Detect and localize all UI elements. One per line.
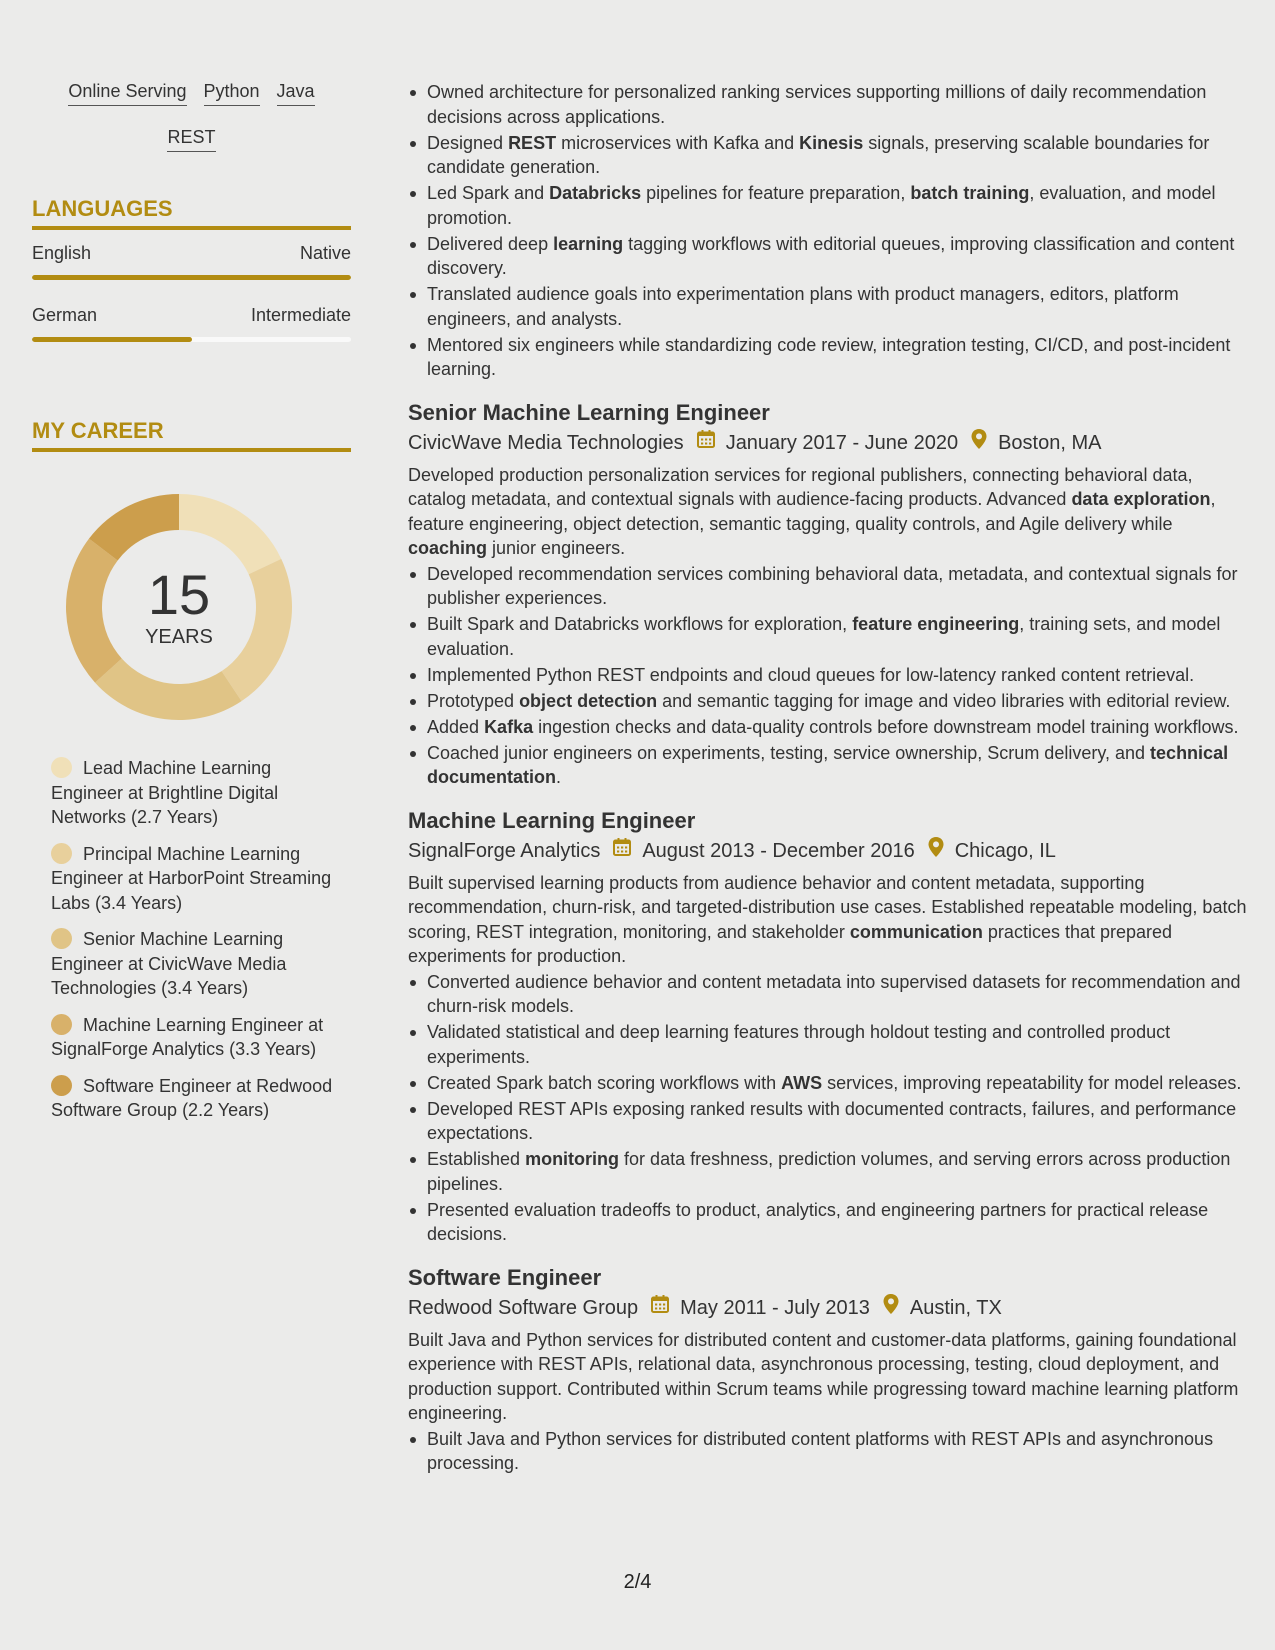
map-pin-icon [882, 1293, 900, 1324]
bullet-item [408, 333, 1253, 382]
text-segment: Designed [427, 132, 509, 153]
career-legend-item [51, 1013, 341, 1062]
text-segment: Developed REST APIs exposing ranked results with documented contracts, failures, and performance expectations. [427, 1098, 1237, 1143]
text-segment: and semantic tagging for image and video libraries with editorial review. [657, 690, 1231, 711]
legend-text: Principal Machine Learning Engineer at HarborPoint Streaming Labs (3.4 Years) [51, 843, 332, 913]
language-level: Intermediate [250, 305, 351, 325]
text-segment: , training sets, and model evaluation. [427, 614, 1221, 659]
job-dates: August 2013 - December 2016 [642, 840, 915, 862]
bold-text: technical documentation [427, 742, 1229, 787]
bullet-item [408, 689, 1253, 714]
skill-tag: REST [167, 126, 215, 152]
language-bar-fill [32, 337, 192, 342]
job-location: Boston, MA [998, 432, 1102, 454]
calendar-icon [612, 836, 632, 866]
career-legend-item [51, 1074, 341, 1123]
bullet-item [408, 970, 1253, 1019]
experience-list [408, 398, 1253, 1476]
main-content [408, 80, 1253, 1477]
text-segment: tagging workflows with editorial queues, improving classification and content discovery. [427, 233, 1235, 278]
bullet-item [408, 1147, 1253, 1196]
text-segment: pipelines for feature preparation, [641, 183, 911, 203]
donut-center [66, 494, 292, 720]
text-segment: junior engineers. [487, 538, 626, 558]
text-segment: microservices with Kafka and [556, 132, 800, 153]
bold-text: coaching [408, 538, 488, 558]
text-segment: Created Spark batch scoring workflows with [427, 1072, 782, 1093]
legend-dot [51, 1014, 72, 1035]
bold-text: data exploration [1071, 489, 1211, 509]
job-summary [408, 871, 1253, 969]
company-name: Redwood Software Group [408, 1297, 639, 1319]
language-bar [32, 337, 351, 342]
text-segment: services, improving repeatability for model releases. [822, 1072, 1242, 1093]
language-bar [32, 275, 351, 280]
text-segment: Mentored six engineers while standardizing code review, integration testing, CI/CD, and post-incident learning. [427, 334, 1231, 379]
languages-title: LANGUAGES [32, 196, 351, 230]
text-segment: Developed recommendation services combining behavioral data, metadata, and contextual signals for publisher experiences. [427, 563, 1238, 608]
bullet-item [408, 181, 1253, 230]
calendar-icon [650, 1293, 670, 1323]
bold-text: batch training [910, 183, 1030, 203]
job-summary [408, 1328, 1253, 1426]
text-segment: , evaluation, and model promotion. [427, 183, 1216, 228]
bold-text: monitoring [525, 1149, 620, 1169]
text-segment: Built Spark and Databricks workflows for exploration, [427, 614, 853, 634]
career-legend-item [51, 842, 341, 916]
bullet-item [408, 715, 1253, 740]
map-pin-icon [927, 836, 945, 867]
job-title: Senior Machine Learning Engineer [408, 399, 770, 425]
bullet-item [408, 232, 1253, 281]
total-years-label: YEARS [145, 626, 213, 648]
company-name: CivicWave Media Technologies [408, 432, 684, 454]
bold-text: REST [508, 132, 557, 153]
skills-list [32, 80, 351, 152]
job-meta [408, 836, 1253, 867]
career-legend-item [51, 927, 341, 1001]
language-name: English [32, 243, 92, 263]
job-meta [408, 428, 1253, 459]
text-segment: . [556, 767, 562, 787]
text-segment: Established [427, 1149, 526, 1169]
job-meta [408, 1293, 1253, 1324]
language-level: Native [299, 243, 351, 263]
job-title: Machine Learning Engineer [408, 807, 696, 833]
bullet-item [408, 663, 1253, 688]
job-entry [408, 398, 1253, 790]
job-bullet-list [408, 562, 1253, 790]
text-segment: Translated audience goals into experimentation plans with product managers, editors, platform engineers, and analysts. [427, 284, 1179, 329]
job-title: Software Engineer [408, 1264, 602, 1290]
bullet-item [408, 1097, 1253, 1146]
intro-bullet-list [408, 80, 1253, 382]
bullet-item [408, 80, 1253, 129]
job-summary [408, 463, 1253, 561]
text-segment: Built supervised learning products from audience behavior and content metadata, supporting recommendation, churn-risk, and targeted-distribution use cases. Established repeatable modeling, batch scoring, REST integration, monitoring, and stakeholder [408, 872, 1247, 942]
text-segment: signals, preserving scalable boundaries for candidate generation. [427, 132, 1210, 177]
skill-tag: Python [204, 80, 260, 106]
career-legend [32, 756, 351, 1123]
bullet-item [408, 1427, 1253, 1476]
text-segment: Presented evaluation tradeoffs to product, analytics, and engineering partners for practical release decisions. [427, 1199, 1209, 1244]
text-segment: Added [427, 716, 485, 737]
total-years-value: 15 [147, 563, 211, 626]
text-segment: Implemented Python REST endpoints and cloud queues for low-latency ranked content retrieval. [427, 664, 1195, 685]
legend-dot [51, 1075, 72, 1096]
career-title: MY CAREER [32, 418, 351, 452]
legend-text: Senior Machine Learning Engineer at CivicWave Media Technologies (3.4 Years) [51, 929, 287, 998]
text-segment: Converted audience behavior and content metadata into supervised datasets for recommendation and churn-risk models. [427, 971, 1241, 1016]
text-segment: Built Java and Python services for distributed content platforms with REST APIs and asynchronous processing. [427, 1428, 1214, 1473]
skill-tag: Online Serving [68, 80, 186, 106]
text-segment: Led Spark and [427, 183, 550, 203]
text-segment: Coached junior engineers on experiments, testing, service ownership, Scrum delivery, and [427, 742, 1151, 763]
text-segment: for data freshness, prediction volumes, and serving errors across production pipelines. [427, 1149, 1231, 1194]
bold-text: communication [849, 921, 983, 942]
bold-text: Kinesis [799, 132, 864, 153]
language-bar-fill [32, 275, 351, 280]
job-bullet-list [408, 970, 1253, 1247]
map-pin-icon [970, 428, 988, 459]
text-segment: practices that prepared experiments for production. [408, 921, 1173, 966]
languages-section [32, 196, 351, 342]
job-dates: January 2017 - June 2020 [725, 432, 959, 454]
career-legend-item [51, 756, 341, 830]
bullet-item [408, 131, 1253, 180]
bullet-item [408, 741, 1253, 790]
calendar-icon [696, 428, 716, 458]
bullet-item [408, 1020, 1253, 1069]
legend-text: Lead Machine Learning Engineer at Brightline Digital Networks (2.7 Years) [51, 758, 279, 827]
text-segment: Delivered deep [427, 233, 554, 254]
text-segment: Built Java and Python services for distributed content and customer-data platforms, gaining foundational experience with REST APIs, relational data, asynchronous processing, testing, cloud deployment, and production support. Contributed within Scrum teams while progressing toward machine learning platform engineering. [408, 1329, 1239, 1423]
career-donut-chart [66, 494, 292, 720]
bold-text: Kafka [484, 716, 534, 737]
text-segment: Owned architecture for personalized ranking services supporting millions of daily recommendation decisions across applications. [427, 82, 1207, 127]
bullet-item [408, 562, 1253, 611]
language-name: German [32, 305, 98, 325]
text-segment: Validated statistical and deep learning features through holdout testing and controlled product experiments. [427, 1022, 1171, 1067]
legend-dot [51, 928, 72, 949]
bullet-item [408, 612, 1253, 661]
legend-text: Machine Learning Engineer at SignalForge Analytics (3.3 Years) [51, 1014, 324, 1059]
bullet-item [408, 282, 1253, 331]
language-item [32, 304, 351, 342]
bullet-item [408, 1198, 1253, 1247]
legend-dot [51, 843, 72, 864]
career-section [32, 418, 351, 1123]
job-location: Chicago, IL [954, 840, 1056, 862]
job-location: Austin, TX [909, 1297, 1002, 1319]
bold-text: AWS [781, 1072, 823, 1093]
page-number: 2/4 [623, 1571, 652, 1593]
sidebar [32, 80, 351, 1135]
text-segment: Prototyped [427, 690, 520, 711]
bold-text: feature engineering [852, 614, 1020, 634]
text-segment: ingestion checks and data-quality controls before downstream model training workflows. [533, 716, 1239, 737]
bold-text: object detection [519, 690, 658, 711]
job-dates: May 2011 - July 2013 [680, 1297, 870, 1319]
bullet-item [408, 1071, 1253, 1096]
legend-dot [51, 757, 72, 778]
bold-text: Databricks [549, 183, 642, 203]
text-segment: , feature engineering, object detection, semantic tagging, quality controls, and Agile delivery while [408, 489, 1216, 534]
language-item [32, 242, 351, 280]
job-bullet-list [408, 1427, 1253, 1476]
job-entry [408, 806, 1253, 1247]
bold-text: learning [553, 233, 624, 254]
skill-tag: Java [277, 80, 315, 106]
text-segment: Developed production personalization services for regional publishers, connecting behavioral data, catalog metadata, and contextual signals with audience-facing products. Advanced [408, 464, 1193, 509]
company-name: SignalForge Analytics [408, 840, 601, 862]
legend-text: Software Engineer at Redwood Software Group (2.2 Years) [51, 1075, 333, 1120]
job-entry [408, 1263, 1253, 1476]
